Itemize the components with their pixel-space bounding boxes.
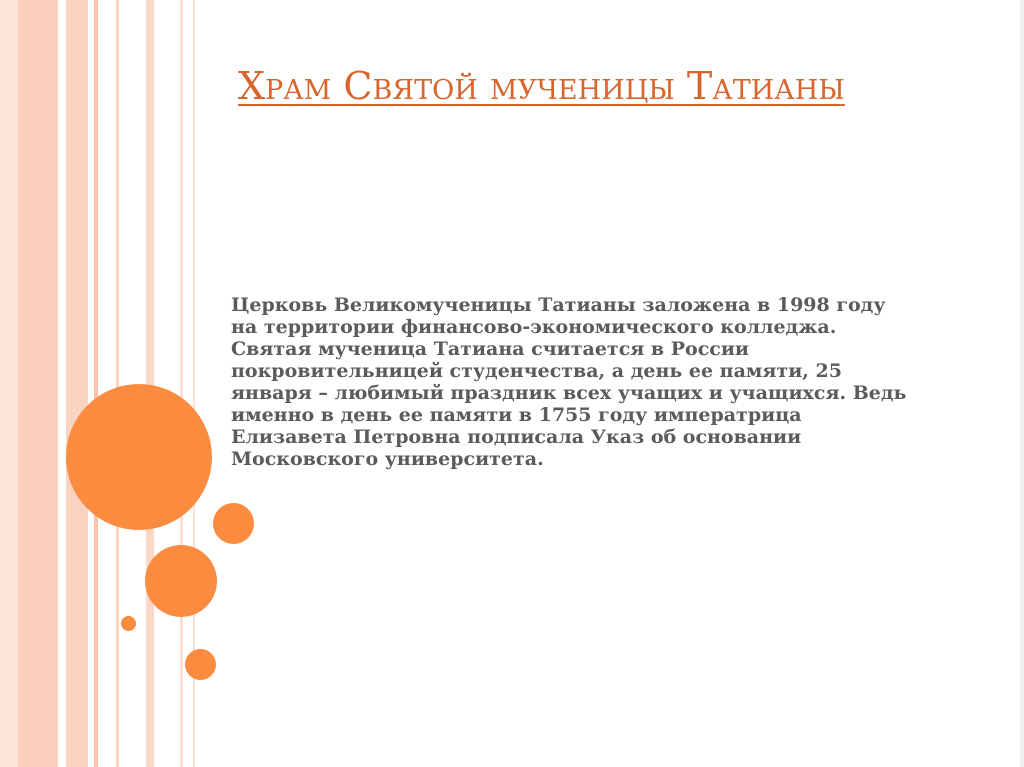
decorative-stripe-gap (58, 0, 66, 767)
decorative-stripe (66, 0, 88, 767)
decorative-circle-large (66, 384, 212, 530)
decorative-circle-small (213, 503, 254, 544)
decorative-circle-small (185, 649, 216, 680)
slide-body-text: Церковь Великомученицы Татианы заложена в 1998 году на территории финансово-экономического колледжа. Святая мученица Татиана считается в России покровительницей студенчества, а день ее памяти, 25 января – любимый праздник всех учащих и учащихся. Ведь именно в день ее памяти в 1755 году императрица Елизавета Петровна подписала Указ об основании Московского университета. (231, 294, 907, 470)
decorative-stripe (18, 0, 58, 767)
decorative-circle-tiny (121, 616, 136, 631)
slide-edge (1020, 0, 1024, 767)
decorative-circle-medium (145, 545, 217, 617)
decorative-stripe-gap (154, 0, 180, 767)
slide-title: Храм Святой мученицы Татианы (238, 64, 845, 108)
decorative-stripe (0, 0, 18, 767)
decorative-stripe-gap (98, 0, 116, 767)
